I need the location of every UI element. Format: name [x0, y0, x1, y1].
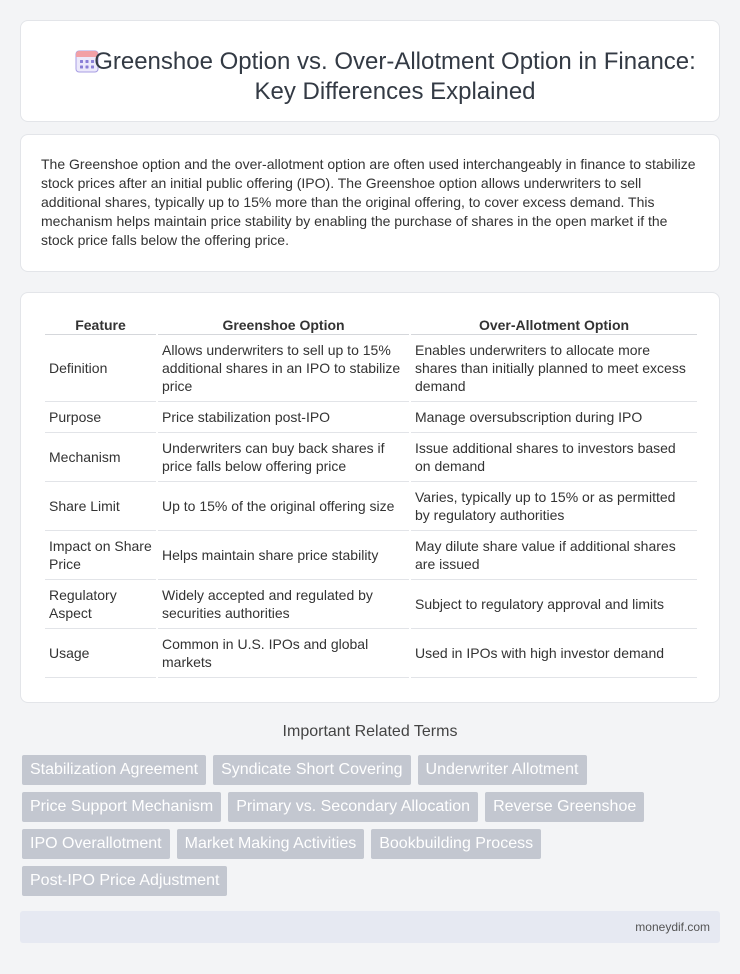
intro-card: [20, 134, 720, 272]
related-term-tag[interactable]: Post-IPO Price Adjustment: [22, 866, 227, 896]
table-row: [45, 433, 697, 482]
over-allotment-cell: Subject to regulatory approval and limits: [411, 580, 697, 629]
greenshoe-cell: Common in U.S. IPOs and global markets: [158, 629, 409, 678]
table-row: [45, 580, 697, 629]
related-term-tag[interactable]: Reverse Greenshoe: [485, 792, 644, 822]
related-term-tag[interactable]: Price Support Mechanism: [22, 792, 221, 822]
feature-cell: Usage: [45, 629, 156, 678]
feature-cell: Definition: [45, 335, 156, 402]
feature-cell: Purpose: [45, 402, 156, 433]
related-term-tag[interactable]: Stabilization Agreement: [22, 755, 206, 785]
column-header-feature: Feature: [45, 315, 156, 335]
greenshoe-cell: Underwriters can buy back shares if price falls below offering price: [158, 433, 409, 482]
column-header-over-allotment: Over-Allotment Option: [411, 315, 697, 335]
column-header-greenshoe: Greenshoe Option: [158, 315, 409, 335]
feature-cell: Mechanism: [45, 433, 156, 482]
table-header-row: [45, 315, 697, 335]
footer-site-link[interactable]: moneydif.com: [635, 920, 710, 934]
over-allotment-cell: Varies, typically up to 15% or as permitted by regulatory authorities: [411, 482, 697, 531]
over-allotment-cell: Issue additional shares to investors based on demand: [411, 433, 697, 482]
greenshoe-cell: Up to 15% of the original offering size: [158, 482, 409, 531]
related-term-tag[interactable]: Syndicate Short Covering: [213, 755, 410, 785]
over-allotment-cell: May dilute share value if additional shares are issued: [411, 531, 697, 580]
feature-cell: Regulatory Aspect: [45, 580, 156, 629]
table-row: [45, 482, 697, 531]
intro-paragraph: The Greenshoe option and the over-allotment option are often used interchangeably in finance to stabilize stock prices after an initial public offering (IPO). The Greenshoe option allows underwriters to sell additional shares, typically up to 15% more than the original offering, to cover excess demand. This mechanism helps maintain price stability by enabling the purchase of shares in the open market if the stock price falls below the offering price.: [41, 156, 696, 248]
footer-bar: [20, 911, 720, 943]
greenshoe-cell: Helps maintain share price stability: [158, 531, 409, 580]
feature-cell: Impact on Share Price: [45, 531, 156, 580]
title-card: [20, 20, 720, 122]
greenshoe-cell: Allows underwriters to sell up to 15% additional shares in an IPO to stabilize price: [158, 335, 409, 402]
table-row: [45, 402, 697, 433]
feature-cell: Share Limit: [45, 482, 156, 531]
table-row: [45, 629, 697, 678]
table-row: [45, 335, 697, 402]
related-terms-list: [22, 755, 722, 896]
table-row: [45, 531, 697, 580]
comparison-card: [20, 292, 720, 703]
comparison-table: [43, 315, 699, 678]
related-term-tag[interactable]: Bookbuilding Process: [371, 829, 541, 859]
over-allotment-cell: Enables underwriters to allocate more shares than initially planned to meet excess demand: [411, 335, 697, 402]
related-term-tag[interactable]: IPO Overallotment: [22, 829, 170, 859]
related-term-tag[interactable]: Market Making Activities: [177, 829, 365, 859]
over-allotment-cell: Manage oversubscription during IPO: [411, 402, 697, 433]
over-allotment-cell: Used in IPOs with high investor demand: [411, 629, 697, 678]
greenshoe-cell: Price stabilization post-IPO: [158, 402, 409, 433]
related-term-tag[interactable]: Underwriter Allotment: [418, 755, 587, 785]
related-term-tag[interactable]: Primary vs. Secondary Allocation: [228, 792, 478, 822]
page-title: Greenshoe Option vs. Over-Allotment Option in Finance: Key Differences Explained: [94, 48, 696, 105]
greenshoe-cell: Widely accepted and regulated by securities authorities: [158, 580, 409, 629]
related-terms-heading: Important Related Terms: [282, 723, 458, 740]
